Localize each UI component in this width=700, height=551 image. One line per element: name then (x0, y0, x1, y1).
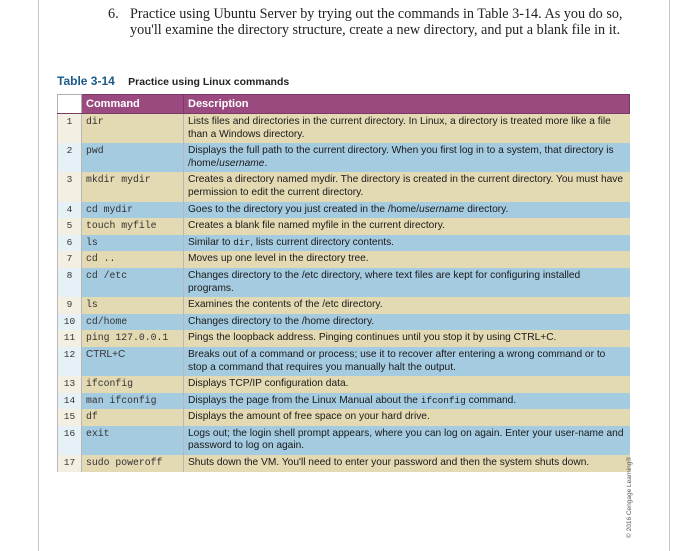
commands-table-wrap (57, 94, 629, 472)
row-number: 10 (58, 314, 82, 331)
row-description (184, 202, 630, 219)
row-description: Lists files and directories in the current directory. In Linux, a directory is treated more like a file than a Windows directory. (184, 114, 630, 144)
table-row (58, 376, 630, 393)
row-command: cd/home (82, 314, 184, 331)
row-description: Changes directory to the /home directory. (184, 314, 630, 331)
commands-table (57, 94, 630, 472)
row-number: 2 (58, 143, 82, 172)
desc-text: Displays the full path to the current directory. When you first log in to a system, that directory is /home/ (188, 145, 614, 169)
row-description: Creates a blank file named myfile in the current directory. (184, 218, 630, 235)
row-command: man ifconfig (82, 393, 184, 410)
table-row (58, 455, 630, 472)
desc-text: Similar to (188, 236, 234, 248)
table-row (58, 218, 630, 235)
row-description: Examines the contents of the /etc directory. (184, 297, 630, 314)
row-command: pwd (82, 143, 184, 172)
table-row (58, 347, 630, 376)
row-number: 3 (58, 172, 82, 201)
row-description: Changes directory to the /etc directory, where text files are kept for configuring installed programs. (184, 268, 630, 297)
table-row (58, 114, 630, 144)
desc-text: Displays the page from the Linux Manual about the (188, 394, 421, 406)
row-command: df (82, 409, 184, 426)
row-number: 7 (58, 251, 82, 268)
table-caption (57, 74, 289, 88)
desc-text: command. (465, 394, 517, 406)
table-row (58, 268, 630, 297)
row-number: 4 (58, 202, 82, 219)
table-label: Table 3-14 (57, 74, 115, 88)
row-number: 6 (58, 235, 82, 252)
table-row (58, 409, 630, 426)
desc-text: . (264, 157, 268, 169)
row-description: Pings the loopback address. Pinging continues until you stop it by using CTRL+C. (184, 330, 630, 347)
table-header-row (58, 95, 630, 114)
row-number: 12 (58, 347, 82, 376)
row-command: ifconfig (82, 376, 184, 393)
row-description (184, 143, 630, 172)
row-number: 17 (58, 455, 82, 472)
header-description: Description (184, 95, 630, 114)
row-number: 14 (58, 393, 82, 410)
copyright-notice: © 2016 Cengage Learning® (626, 456, 633, 538)
row-command: mkdir mydir (82, 172, 184, 201)
row-number: 15 (58, 409, 82, 426)
cmd-text: CTRL+C (86, 348, 126, 360)
table-row (58, 143, 630, 172)
row-command: sudo poweroff (82, 455, 184, 472)
row-command: dir (82, 114, 184, 144)
table-row (58, 393, 630, 410)
row-command: cd mydir (82, 202, 184, 219)
desc-text: directory. (464, 203, 509, 215)
row-number: 13 (58, 376, 82, 393)
table-row (58, 314, 630, 331)
row-command: ls (82, 235, 184, 252)
row-command: ping 127.0.0.1 (82, 330, 184, 347)
row-command: touch myfile (82, 218, 184, 235)
row-number: 16 (58, 426, 82, 455)
row-number: 8 (58, 268, 82, 297)
step-number: 6. (108, 6, 119, 22)
row-description (184, 235, 630, 252)
table-title: Practice using Linux commands (128, 76, 290, 88)
desc-italic: username (419, 203, 465, 215)
table-row (58, 172, 630, 201)
row-description: Creates a directory named mydir. The directory is created in the current directory. You must have permission to edit the current directory. (184, 172, 630, 201)
row-number: 5 (58, 218, 82, 235)
row-number: 1 (58, 114, 82, 144)
row-description: Logs out; the login shell prompt appears, where you can log on again. Enter your user-name and password to log on again. (184, 426, 630, 455)
row-number: 11 (58, 330, 82, 347)
row-description (184, 393, 630, 410)
row-number: 9 (58, 297, 82, 314)
row-command: exit (82, 426, 184, 455)
table-row (58, 202, 630, 219)
row-description: Displays TCP/IP configuration data. (184, 376, 630, 393)
row-description: Shuts down the VM. You'll need to enter your password and then the system shuts down. (184, 455, 630, 472)
table-row (58, 235, 630, 252)
table-row (58, 330, 630, 347)
desc-text: , lists current directory contents. (250, 236, 394, 248)
desc-code: dir (233, 236, 251, 248)
table-row (58, 426, 630, 455)
row-command (82, 347, 184, 376)
table-row (58, 297, 630, 314)
desc-code: ifconfig (420, 394, 466, 406)
row-command: cd /etc (82, 268, 184, 297)
row-command: cd .. (82, 251, 184, 268)
row-description: Moves up one level in the directory tree. (184, 251, 630, 268)
step-text: Practice using Ubuntu Server by trying out the commands in Table 3-14. As you do so, you'll examine the directory structure, create a new directory, and put a blank file in it. (130, 6, 623, 38)
table-row (58, 251, 630, 268)
desc-italic: username (219, 157, 265, 169)
desc-text: Goes to the directory you just created in the /home/ (188, 203, 420, 215)
row-command: ls (82, 297, 184, 314)
header-command: Command (82, 95, 184, 114)
row-description: Displays the amount of free space on your hard drive. (184, 409, 630, 426)
row-description: Breaks out of a command or process; use it to recover after entering a wrong command or to stop a command that requires you manually halt the output. (184, 347, 630, 376)
header-number (58, 95, 82, 114)
